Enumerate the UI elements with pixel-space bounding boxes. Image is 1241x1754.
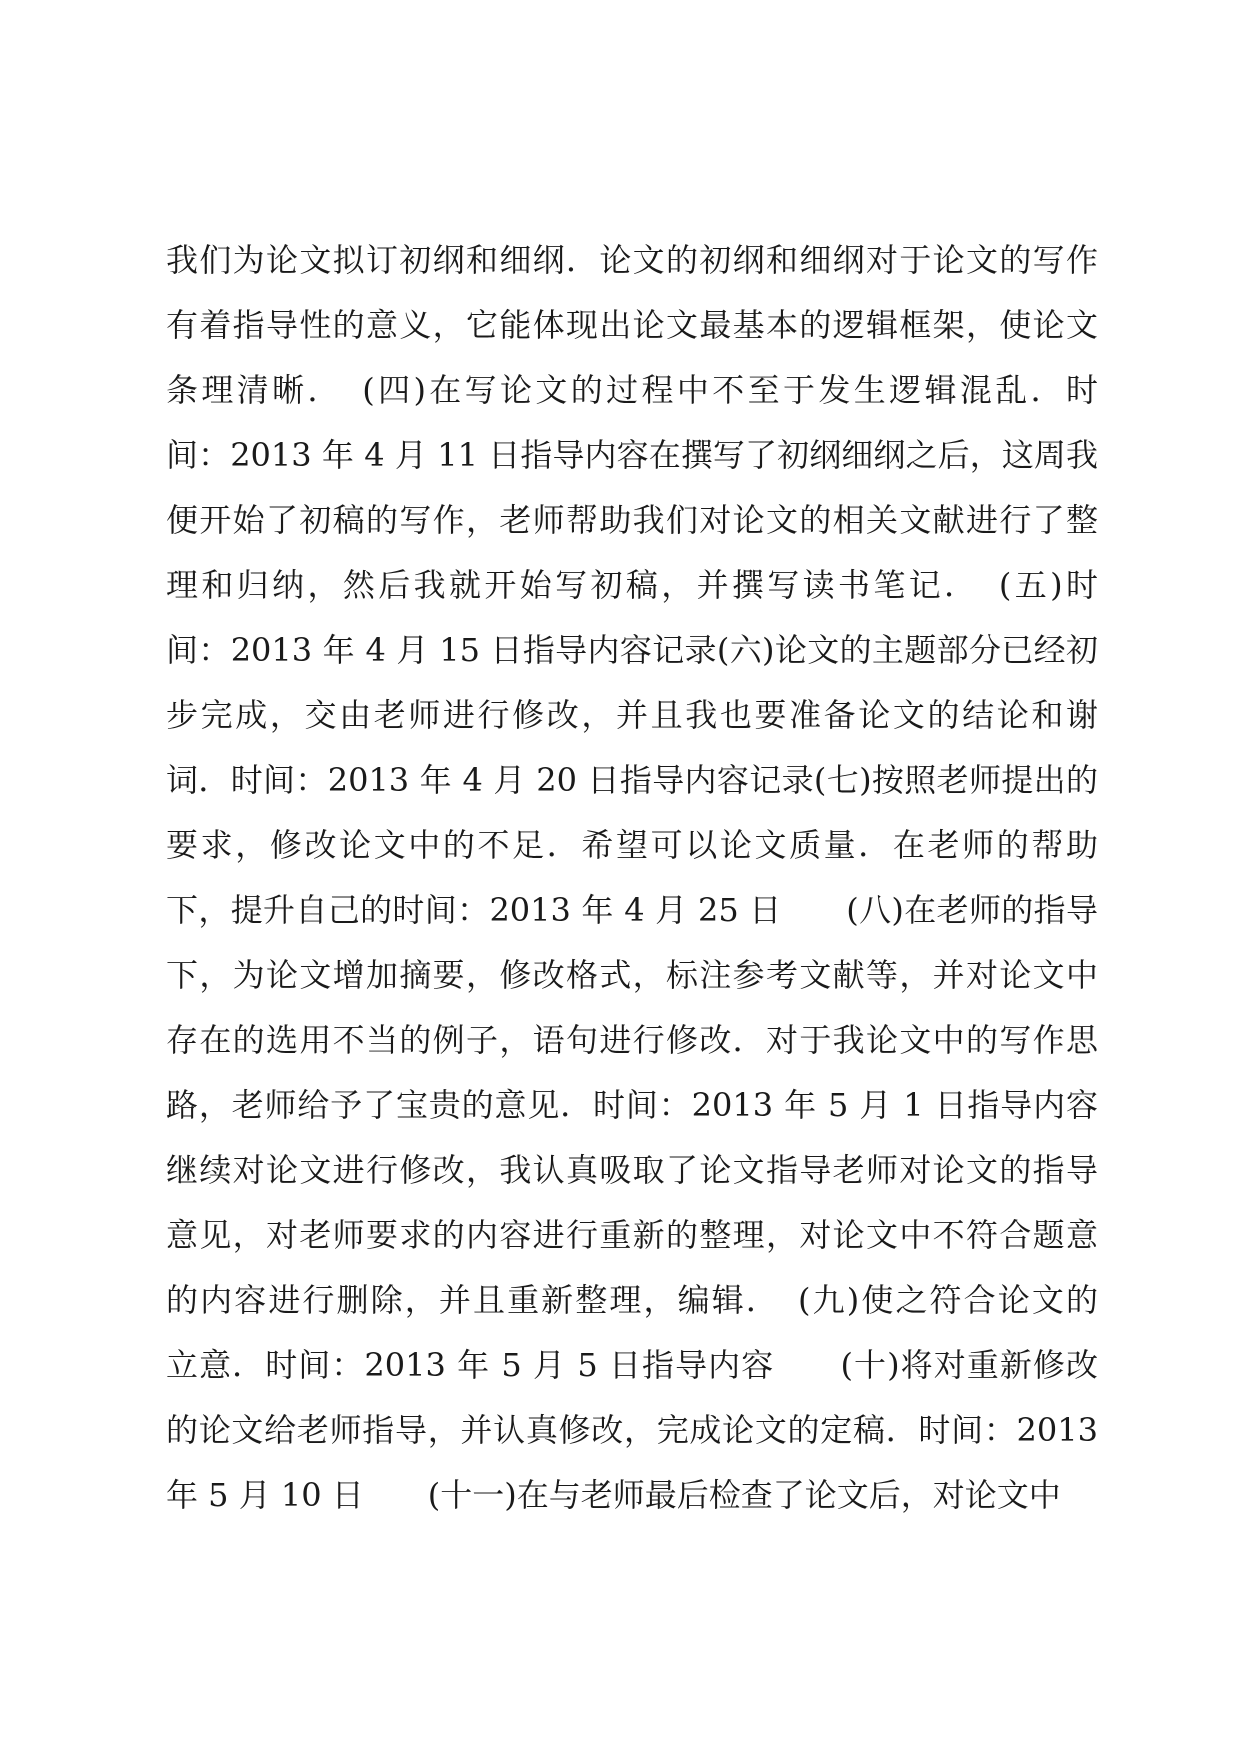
text-line: 便开始了初稿的写作，老师帮助我们对论文的相关文献进行了整 — [166, 501, 1098, 539]
text-line: 下，为论文增加摘要，修改格式，标注参考文献等，并对论文中 — [166, 956, 1098, 994]
body-text — [166, 228, 1098, 1528]
text-line: 有着指导性的意义，它能体现出论文最基本的逻辑框架，使论文 — [166, 306, 1098, 344]
text-line: 的论文给老师指导，并认真修改，完成论文的定稿．时间：2013 — [166, 1411, 1098, 1449]
text-line: 路，老师给予了宝贵的意见．时间：2013 年 5 月 1 日指导内容 — [166, 1086, 1098, 1124]
text-line: 条理清晰． (四)在写论文的过程中不至于发生逻辑混乱．时 — [166, 371, 1098, 409]
text-line: 词．时间：2013 年 4 月 20 日指导内容记录(七)按照老师提出的 — [166, 761, 1098, 799]
text-line: 理和归纳，然后我就开始写初稿，并撰写读书笔记． (五)时 — [166, 566, 1098, 604]
text-line: 间：2013 年 4 月 15 日指导内容记录(六)论文的主题部分已经初 — [166, 631, 1098, 669]
text-line: 下，提升自己的时间：2013 年 4 月 25 日 (八)在老师的指导 — [166, 891, 1098, 929]
text-line: 要求，修改论文中的不足．希望可以论文质量．在老师的帮助 — [166, 826, 1098, 864]
text-line: 步完成，交由老师进行修改，并且我也要准备论文的结论和谢 — [166, 696, 1098, 734]
text-line: 意见，对老师要求的内容进行重新的整理，对论文中不符合题意 — [166, 1216, 1098, 1254]
text-line: 间：2013 年 4 月 11 日指导内容在撰写了初纲细纲之后，这周我 — [166, 436, 1098, 474]
text-line: 我们为论文拟订初纲和细纲．论文的初纲和细纲对于论文的写作 — [166, 241, 1098, 279]
text-line: 立意．时间：2013 年 5 月 5 日指导内容 (十)将对重新修改 — [166, 1346, 1098, 1384]
text-line: 年 5 月 10 日 (十一)在与老师最后检查了论文后，对论文中 — [166, 1476, 1061, 1514]
text-line: 存在的选用不当的例子，语句进行修改．对于我论文中的写作思 — [166, 1021, 1098, 1059]
text-line: 的内容进行删除，并且重新整理，编辑． (九)使之符合论文的 — [166, 1281, 1098, 1319]
text-line: 继续对论文进行修改，我认真吸取了论文指导老师对论文的指导 — [166, 1151, 1098, 1189]
